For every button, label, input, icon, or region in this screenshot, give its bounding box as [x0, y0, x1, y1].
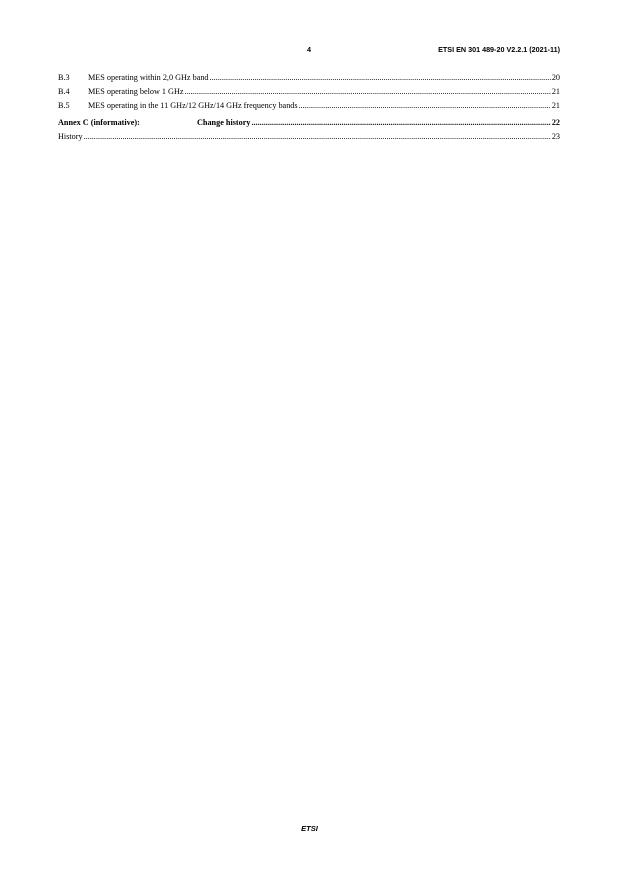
toc-entry-page: 21 — [551, 101, 560, 110]
toc-entry-number: B.4 — [58, 87, 70, 96]
page-footer: ETSI — [301, 824, 318, 833]
toc-leader-dots — [251, 116, 550, 130]
toc-entry-title: MES operating within 2,0 GHz band — [88, 73, 209, 82]
toc-annex-page: 22 — [551, 118, 560, 127]
toc-leader-dots — [299, 99, 551, 113]
toc-entry-page: 21 — [551, 87, 560, 96]
toc-entry-b5[interactable] — [58, 99, 560, 113]
toc-entry-history[interactable] — [58, 130, 560, 144]
document-reference: ETSI EN 301 489-20 V2.2.1 (2021-11) — [438, 45, 560, 54]
page-header — [58, 44, 560, 56]
toc-annex-label: Annex C (informative): — [58, 118, 140, 127]
toc-entry-title: MES operating in the 11 GHz/12 GHz/14 GHz frequency bands — [88, 101, 298, 110]
toc-entry-number: B.5 — [58, 101, 70, 110]
toc-entry-page: 20 — [551, 73, 560, 82]
toc-entry-b4[interactable] — [58, 85, 560, 99]
toc-entry-b3[interactable] — [58, 71, 560, 85]
table-of-contents — [58, 71, 560, 144]
toc-entry-annex-c[interactable] — [58, 116, 560, 130]
toc-leader-dots — [84, 130, 551, 144]
toc-history-title: History — [58, 132, 83, 141]
toc-leader-dots — [185, 85, 551, 99]
toc-leader-dots — [210, 71, 551, 85]
toc-entry-number: B.3 — [58, 73, 70, 82]
toc-annex-title: Change history — [197, 118, 251, 127]
toc-entry-title: MES operating below 1 GHz — [88, 87, 184, 96]
page-number: 4 — [307, 45, 311, 54]
toc-history-page: 23 — [551, 132, 560, 141]
